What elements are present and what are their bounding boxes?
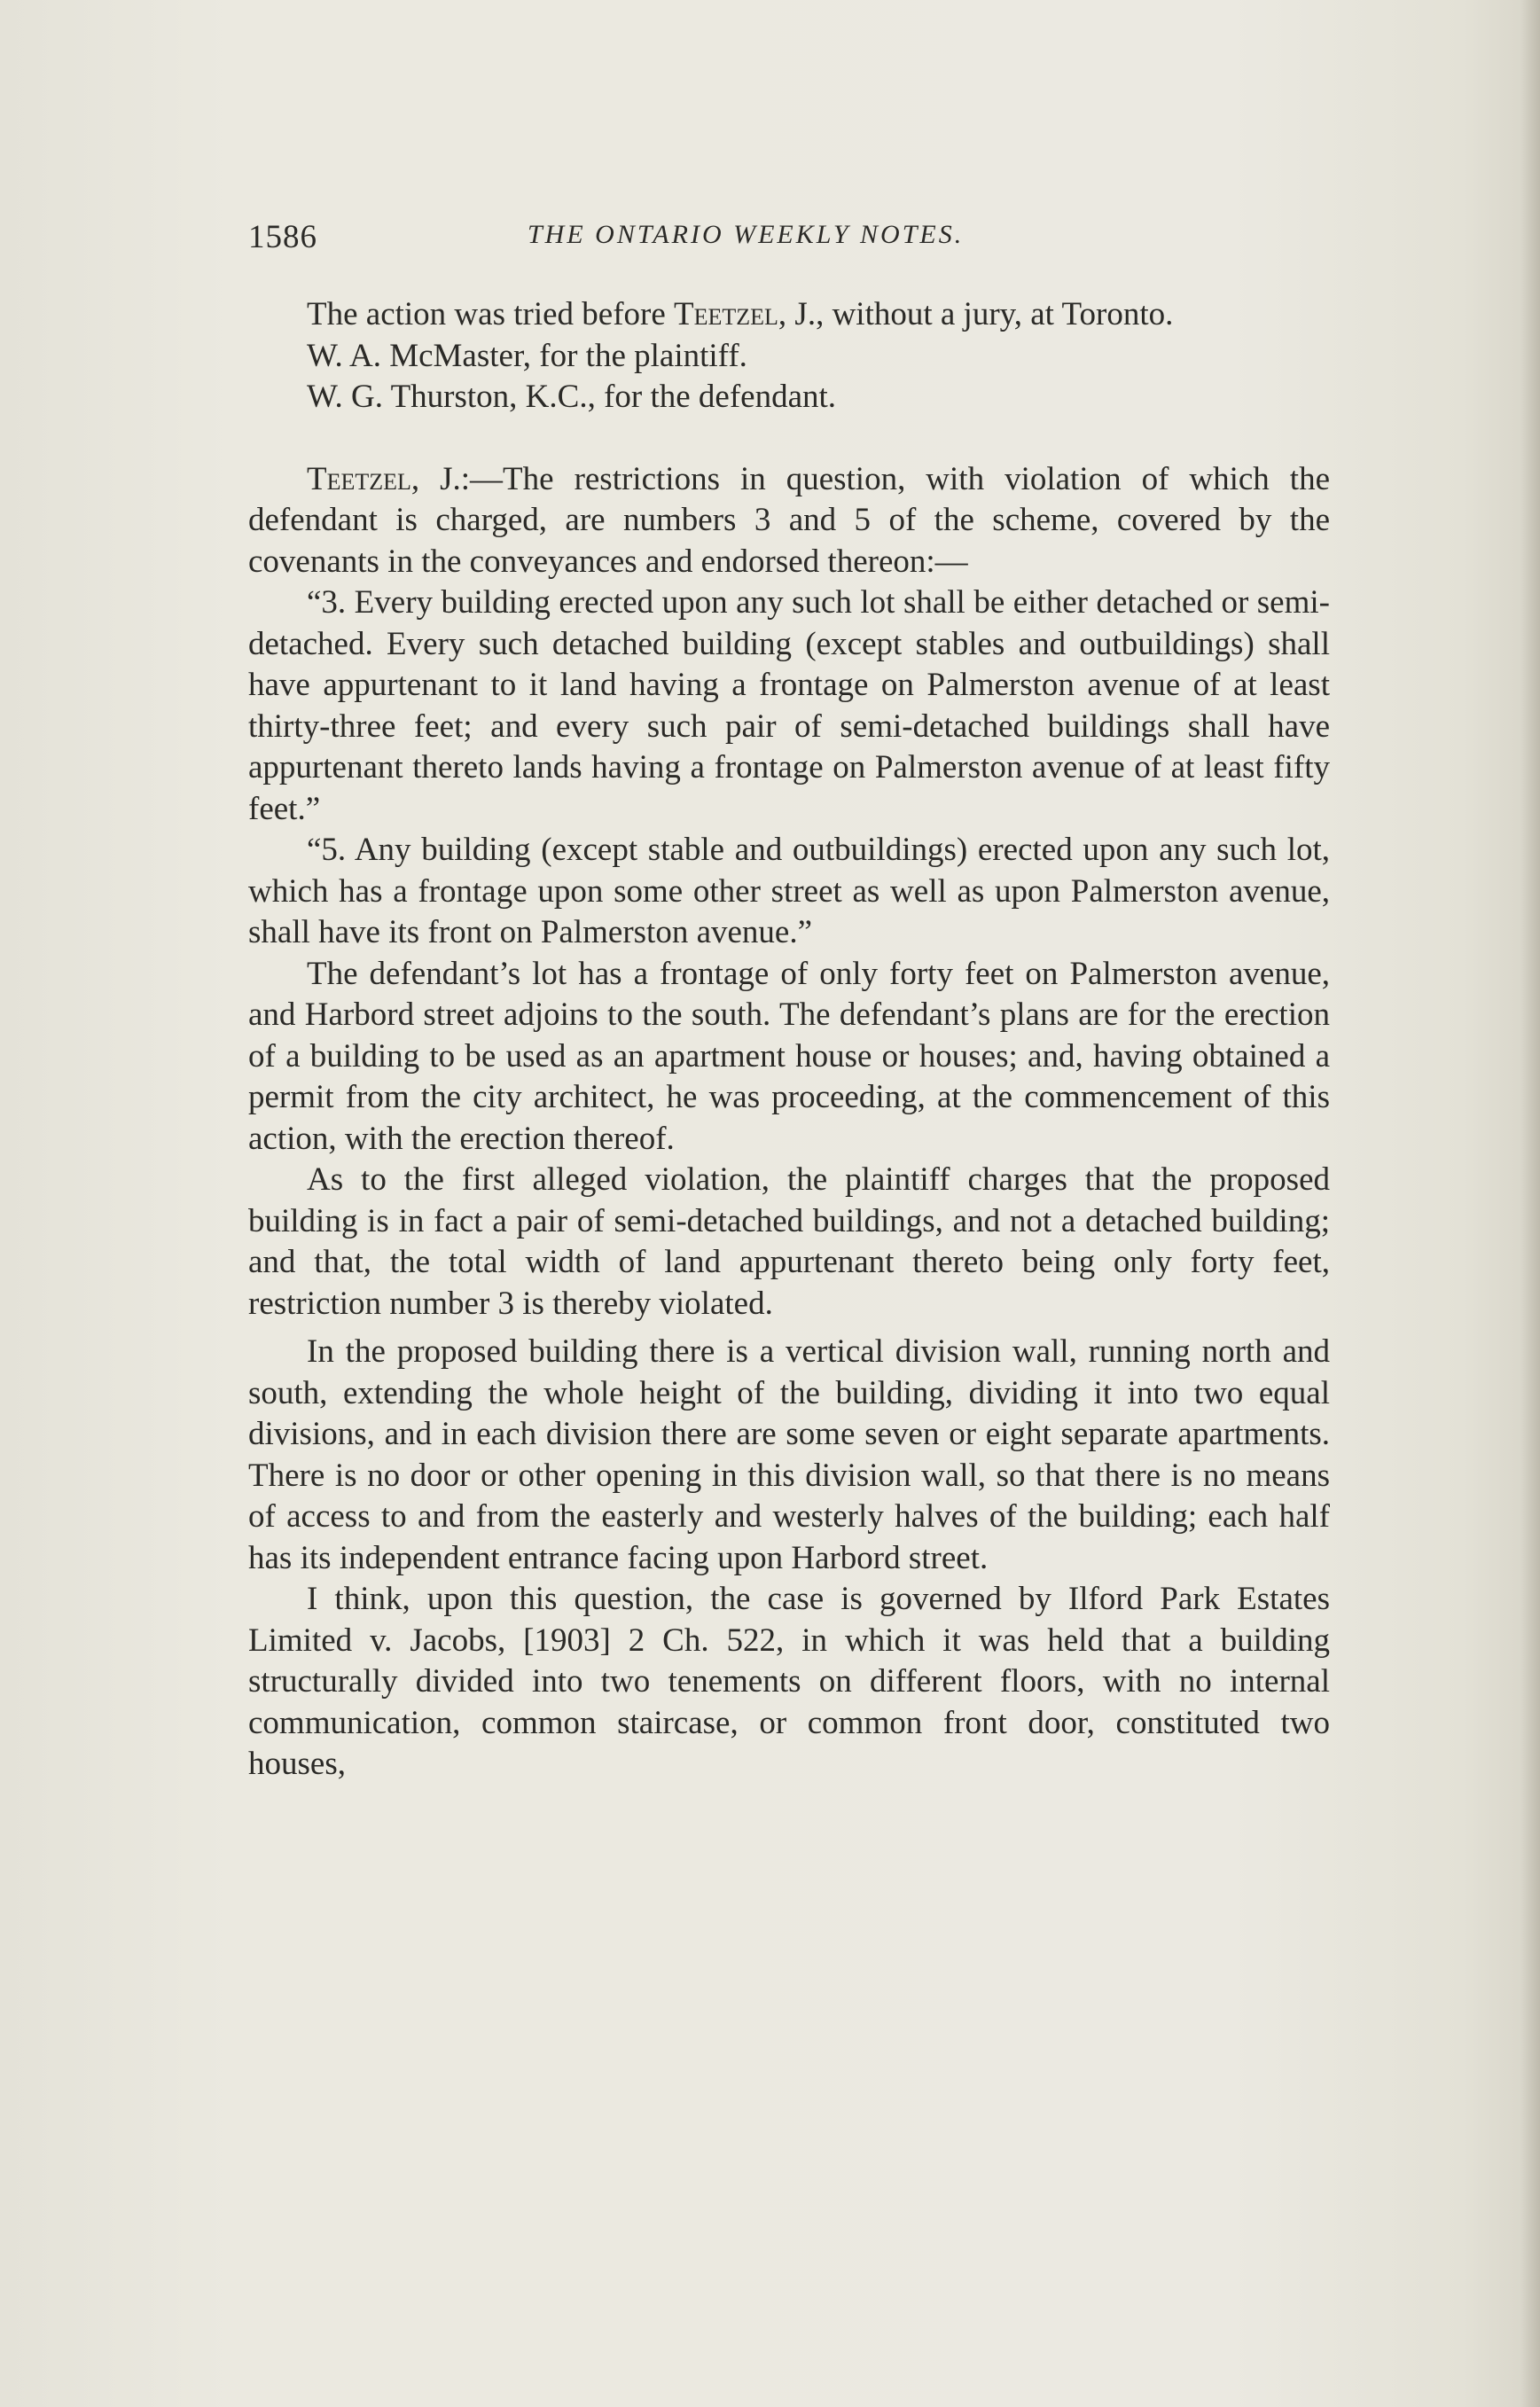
paragraph-counsel-defendant: W. G. Thurston, K.C., for the defendant. — [307, 379, 837, 415]
page-number: 1586 — [248, 219, 317, 255]
paragraph-division-wall: In the proposed building there is a vertical division wall, running north and south, extending the whole height of the building, dividing it into two equal divisions, and in each division there are some seven or eight separate apartments. There is no door or other opening in this division wall, so that there is no means of access to and from the easterly and westerly halves of the building; each half has its independent entrance facing upon Harbord street. — [248, 1333, 1330, 1576]
page-content — [248, 209, 1330, 1786]
paragraph-counsel-plaintiff: W. A. McMaster, for the plaintiff. — [307, 337, 747, 374]
page-edge-shadow — [1520, 0, 1540, 2407]
paragraph-judgment-opening: Teetzel, J.:—The restrictions in question, with violation of which the defendant is charged, are numbers 3 and 5 of the scheme, covered by the covenants in the conveyances and endorsed thereon:— — [248, 460, 1330, 580]
running-head — [248, 209, 1330, 262]
journal-title: THE ONTARIO WEEKLY NOTES. — [528, 220, 965, 249]
paragraph-ilford-case: I think, upon this question, the case is governed by Ilford Park Estates Limited v. Jacobs, [1903] 2 Ch. 522, in which it was held that a building structurally divided into two tenements on different floors, with no internal communication, common staircase, or common front door, constituted two houses, — [248, 1581, 1330, 1782]
paragraph-first-violation: As to the first alleged violation, the plaintiff charges that the proposed building is in fact a pair of semi-detached buildings, and not a detached building; and that, the total width of land appurtenant thereto being only forty feet, restriction number 3 is thereby violated. — [248, 1161, 1330, 1322]
paragraph-restriction-3: “3. Every building erected upon any such lot shall be either detached or semi-detached. Every such detached building (except stables and outbuildings) shall have appurtenant to it land having a frontage on Palmerston avenue of at least thirty-three feet; and every such pair of semi-detached buildings shall have appurtenant thereto lands having a frontage on Palmerston avenue of at least fifty feet.” — [248, 584, 1330, 827]
judge-name: Teetzel — [307, 460, 411, 497]
judge-name: Teetzel — [674, 296, 778, 332]
paragraph-restriction-5: “5. Any building (except stable and outbuildings) erected upon any such lot, which has a frontage upon some other street as well as upon Palmerston avenue, shall have its front on Palmerston avenue.” — [248, 832, 1330, 950]
paragraph-defendant-lot: The defendant’s lot has a frontage of only forty feet on Palmerston avenue, and Harbord street adjoins to the south. The defendant’s plans are for the erection of a building to be used as an apartment house or houses; and, having obtained a permit from the city architect, he was proceeding, at the commencement of this action, with the erection thereof. — [248, 955, 1330, 1157]
paragraph-trial: The action was tried before Teetzel, J., without a jury, at Toronto. — [307, 296, 1174, 332]
